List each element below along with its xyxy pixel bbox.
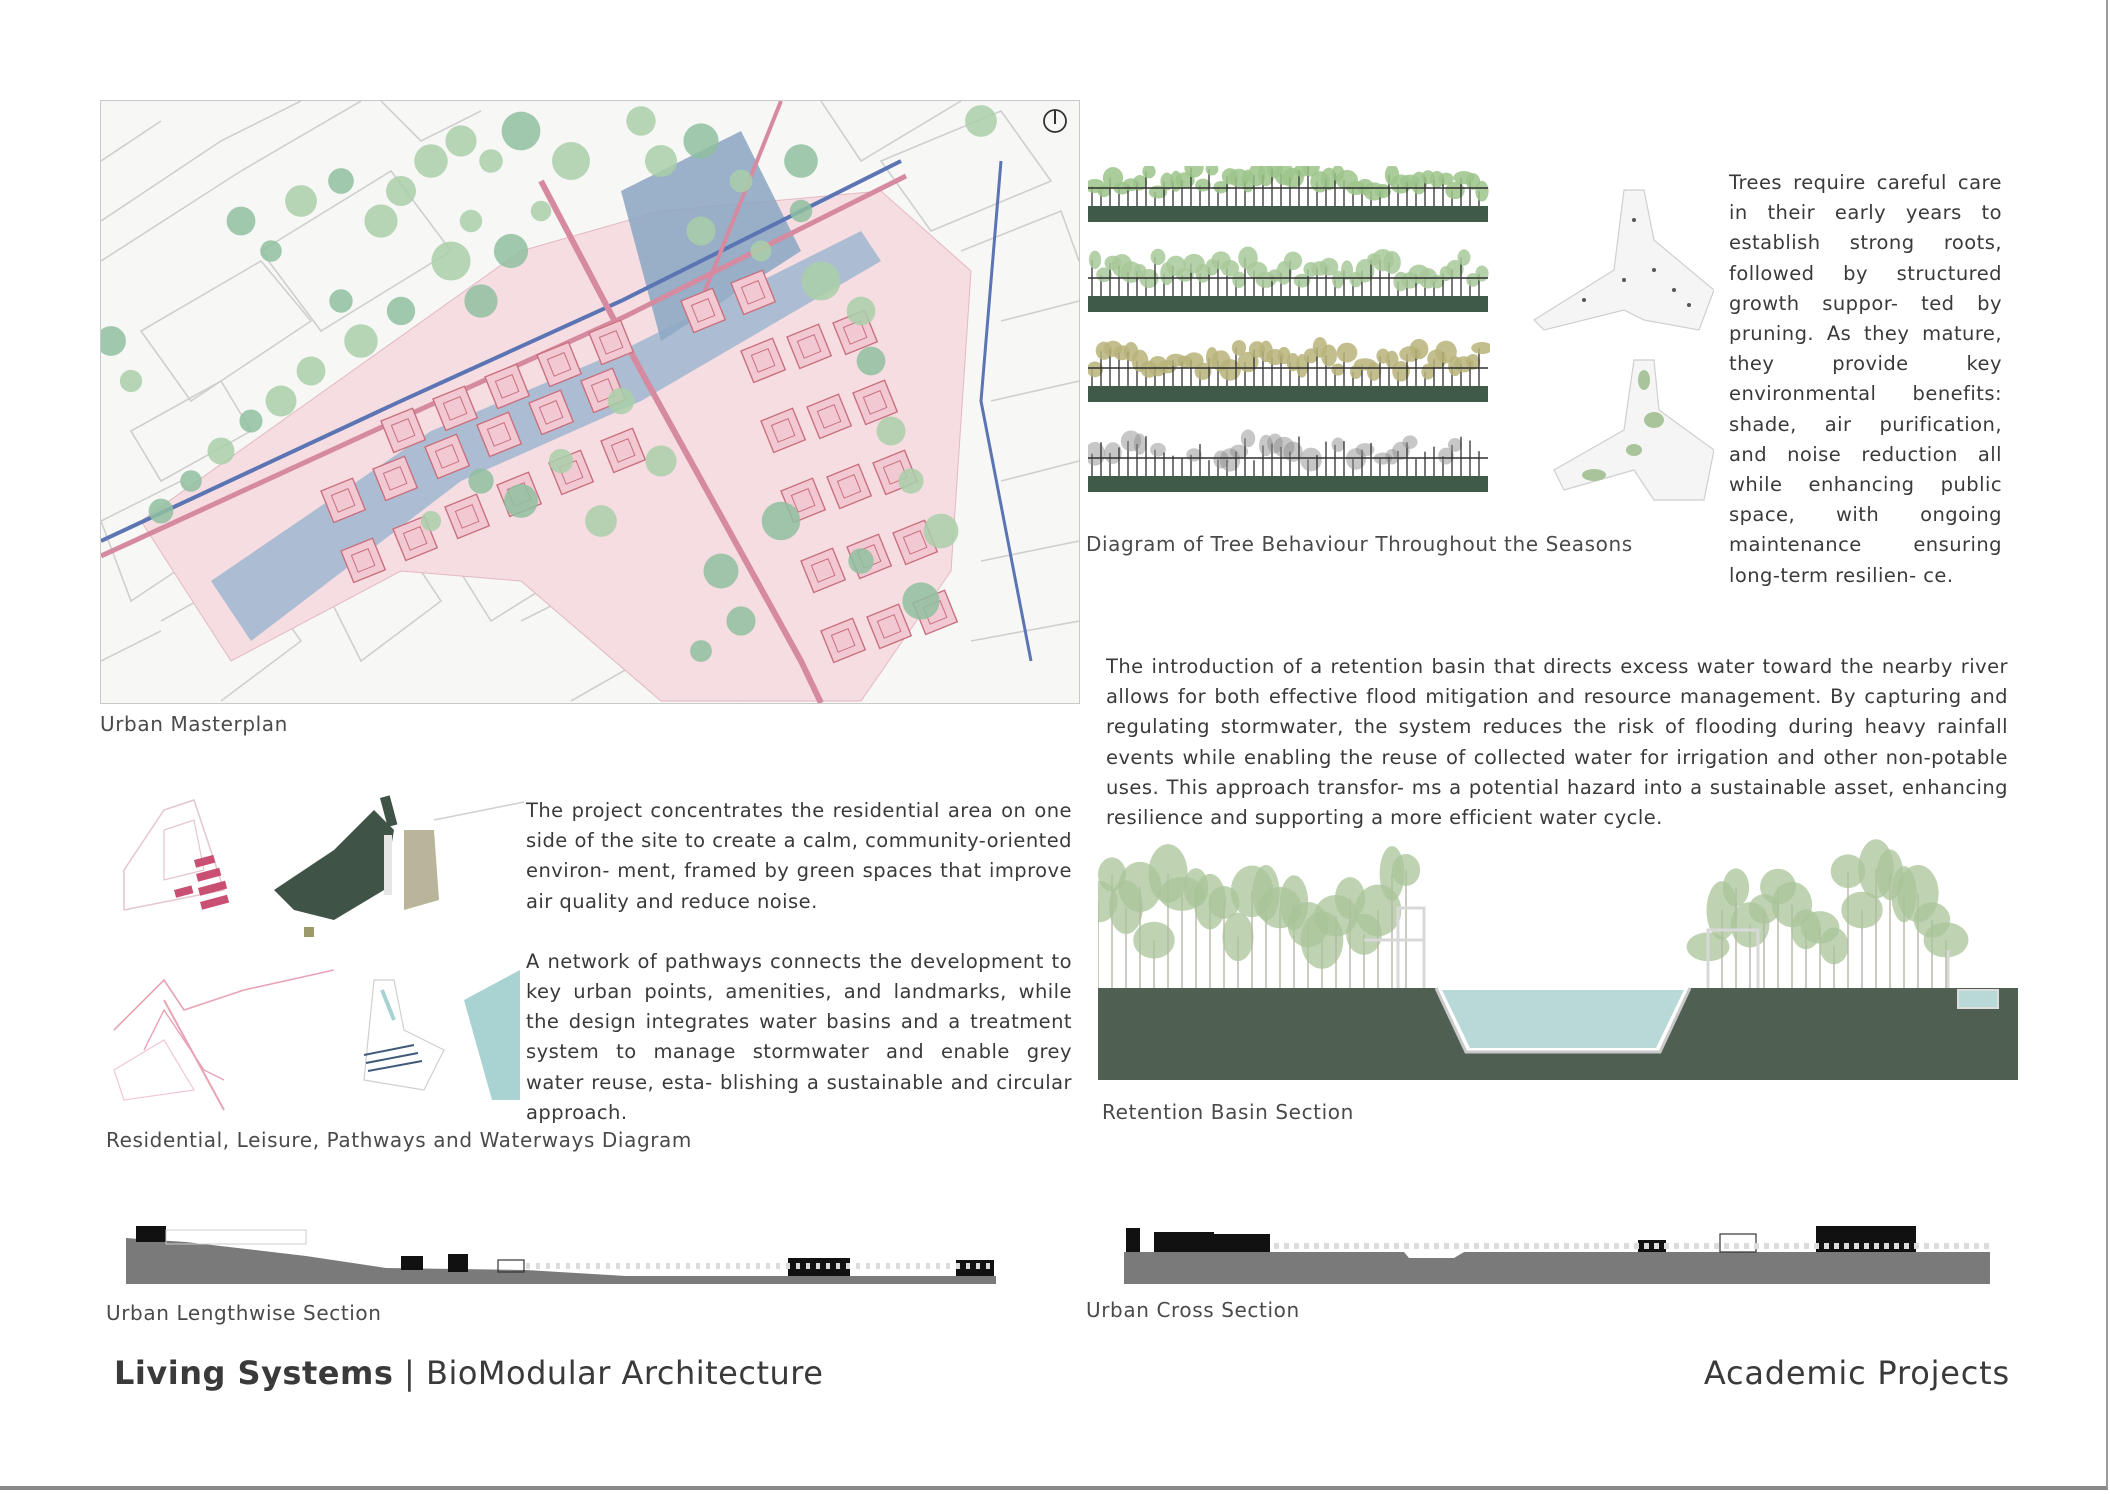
pathways-diagram bbox=[114, 970, 334, 1110]
diagram-caption: Residential, Leisure, Pathways and Waterways Diagram bbox=[106, 1128, 692, 1152]
cross-caption: Urban Cross Section bbox=[1086, 1298, 1300, 1322]
tree-icon bbox=[902, 582, 939, 619]
tree-icon bbox=[344, 324, 377, 357]
project-title-bold: Living Systems bbox=[114, 1354, 394, 1392]
blue-path-2 bbox=[981, 161, 1031, 661]
tree-icon bbox=[762, 502, 801, 541]
tree-icon bbox=[504, 484, 538, 518]
tree-icon bbox=[730, 170, 753, 193]
tree-icon bbox=[329, 289, 352, 312]
tree-icon bbox=[690, 640, 712, 662]
tree-icon bbox=[848, 548, 873, 573]
tree-icon bbox=[784, 144, 818, 178]
seasons-caption: Diagram of Tree Behaviour Throughout the Seasons bbox=[1086, 532, 1633, 556]
title-separator: | bbox=[404, 1354, 416, 1392]
tree-icon bbox=[386, 176, 416, 206]
seasons-diagram bbox=[1088, 166, 1490, 512]
tree-icon bbox=[549, 449, 573, 473]
tree-icon bbox=[531, 201, 551, 221]
urban-lengthwise-section bbox=[126, 1220, 996, 1284]
season-strip-3 bbox=[1088, 386, 1488, 402]
tree-icon bbox=[479, 149, 503, 173]
urban-cross-section bbox=[1124, 1222, 1990, 1286]
tree-icon bbox=[726, 606, 755, 635]
masterplan-drawing bbox=[101, 101, 1079, 703]
seasons-text: Trees require careful care in their early years to establish strong roots, followed by structured growth suppor- ted by pruning. As they mature, they provide key environmental benefits: shade, air purification, and noise reduction all while enhancing public space, with ongoing maintenance ensuring long-term resilien- ce. bbox=[1729, 171, 2002, 587]
season-strip-2 bbox=[1088, 296, 1488, 312]
tree-icon bbox=[260, 240, 282, 262]
tree-plan-diagrams bbox=[1524, 180, 1714, 520]
tree-icon bbox=[857, 347, 886, 376]
retention-basin-section bbox=[1098, 830, 2018, 1082]
tree-icon bbox=[847, 297, 876, 326]
tree-icon bbox=[898, 468, 923, 493]
tree-icon bbox=[120, 370, 142, 392]
tree-icon bbox=[180, 470, 202, 492]
tree-icon bbox=[790, 200, 813, 223]
leisure-diagram bbox=[274, 795, 524, 937]
tree-icon bbox=[751, 241, 772, 262]
tree-icon bbox=[239, 409, 262, 432]
season-strip-1 bbox=[1088, 206, 1488, 222]
north-arrow-icon bbox=[1044, 110, 1066, 132]
tree-icon bbox=[414, 144, 447, 177]
lengthwise-caption: Urban Lengthwise Section bbox=[106, 1301, 382, 1325]
basin-trees bbox=[1098, 839, 1968, 988]
tree-icon bbox=[101, 326, 126, 356]
tree-icon bbox=[468, 468, 493, 493]
tree-icon bbox=[494, 234, 528, 268]
tree-icon bbox=[502, 112, 541, 151]
tree-icon bbox=[924, 514, 959, 549]
season-strip-4 bbox=[1088, 476, 1488, 492]
tree-icon bbox=[801, 261, 840, 300]
program-diagrams bbox=[104, 790, 524, 1120]
tree-icon bbox=[421, 511, 441, 531]
waterways-diagram bbox=[364, 970, 520, 1100]
retention-caption: Retention Basin Section bbox=[1102, 1100, 1354, 1124]
residential-diagram bbox=[124, 800, 229, 910]
tree-icon bbox=[645, 445, 676, 476]
tree-icon bbox=[608, 388, 634, 414]
tree-icon bbox=[387, 297, 415, 325]
retention-text: The introduction of a retention basin that directs excess water toward the nearby river allows for both effective flood mitigation and resource management. By capturing and regulating stormwater, the system reduces the risk of flooding during heavy rainfall events while enabling the reuse of collected water for irrigation and other non-potable uses. This approach transfor- ms a potential hazard into a sustainable asset, enhancing resilience and supporting a more efficient water cycle. bbox=[1106, 655, 2008, 830]
tree-icon bbox=[149, 499, 174, 524]
academic-projects-label: Academic Projects bbox=[1703, 1354, 2010, 1392]
tree-icon bbox=[683, 123, 718, 158]
tree-icon bbox=[431, 241, 470, 280]
urban-masterplan-map bbox=[100, 100, 1080, 704]
masterplan-caption: Urban Masterplan bbox=[100, 712, 288, 736]
project-title bbox=[114, 1354, 823, 1392]
tree-icon bbox=[328, 168, 354, 194]
tree-icon bbox=[460, 210, 482, 232]
tree-icon bbox=[704, 554, 739, 589]
tree-icon bbox=[445, 125, 476, 156]
tree-icon bbox=[965, 105, 997, 137]
tree-icon bbox=[645, 145, 677, 177]
tree-icon bbox=[266, 386, 297, 417]
tree-icon bbox=[686, 216, 715, 245]
tree-icon bbox=[626, 106, 655, 135]
project-subtitle: BioModular Architecture bbox=[425, 1354, 824, 1392]
tree-icon bbox=[227, 207, 256, 236]
basin-water bbox=[1442, 990, 1684, 1048]
tree-icon bbox=[297, 357, 326, 386]
tree-icon bbox=[585, 505, 617, 537]
tree-icon bbox=[876, 416, 905, 445]
tree-icon bbox=[464, 284, 497, 317]
diagram-text: The project concentrates the residential area on one side of the site to create a calm, community-oriented environ- ment, framed by green spaces that improve air quality and reduce noise. A network of pathways connects the development to key urban points, amenities, and landmarks, while the design integrates water basins and a treatment system to manage stormwater and enable grey water reuse, esta- blishing a sustainable and circular approach. bbox=[526, 799, 1072, 1124]
tree-icon bbox=[552, 142, 590, 180]
tree-icon bbox=[285, 185, 317, 217]
tree-icon bbox=[207, 437, 234, 464]
tree-icon bbox=[364, 204, 397, 237]
